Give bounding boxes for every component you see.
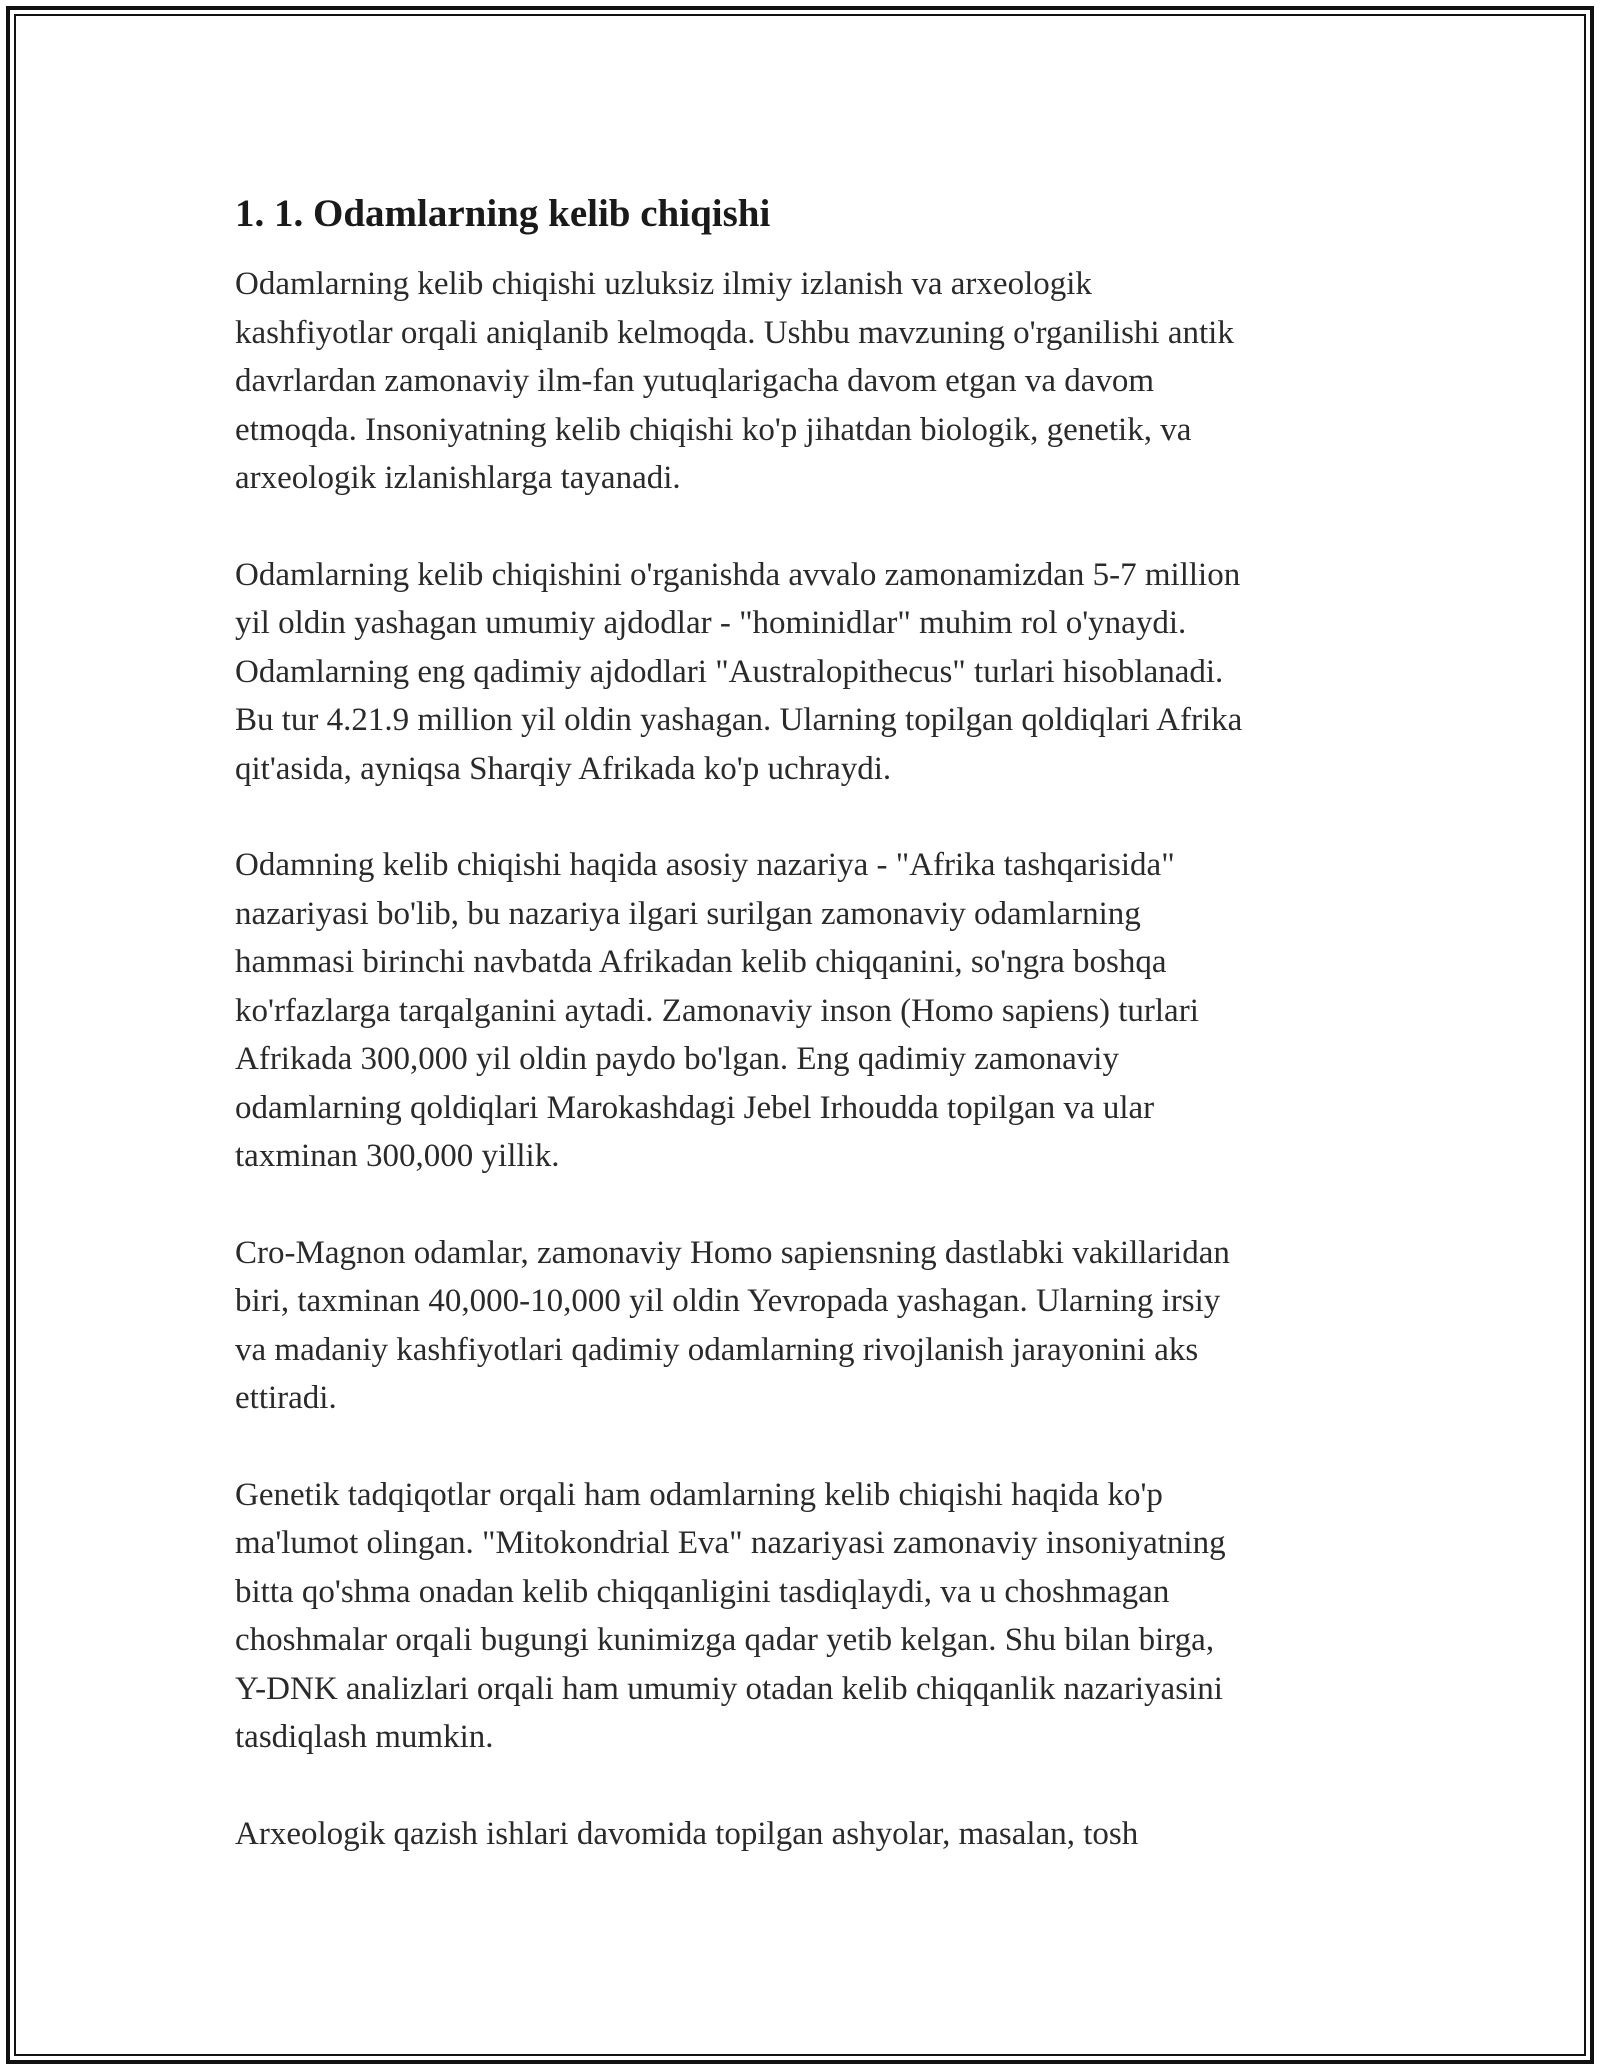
paragraph bbox=[235, 1810, 1375, 1859]
text-line: qit'asida, ayniqsa Sharqiy Afrikada ko'p uchraydi. bbox=[235, 750, 892, 787]
text-line: biri, taxminan 40,000-10,000 yil oldin Yevropada yashagan. Ularning irsiy bbox=[235, 1283, 1221, 1319]
text-line: Afrikada 300,000 yil oldin paydo bo'lgan. Eng qadimiy zamonaviy bbox=[235, 1041, 1119, 1077]
text-line: Y-DNK analizlari orqali ham umumiy otadan kelib chiqqanlik nazariyasini bbox=[235, 1670, 1223, 1707]
text-line: ettiradi. bbox=[235, 1380, 337, 1416]
document-body bbox=[235, 186, 1375, 1906]
paragraph bbox=[235, 1471, 1375, 1762]
text-line: ma'lumot olingan. "Mitokondrial Eva" nazariyasi zamonaviy insoniyatning bbox=[235, 1525, 1226, 1561]
text-line: ko'rfazlarga tarqalganini aytadi. Zamonaviy inson (Homo sapiens) turlari bbox=[235, 992, 1199, 1029]
text-line: bitta qo'shma onadan kelib chiqqanligini tasdiqlaydi, va u choshmagan bbox=[235, 1573, 1170, 1610]
paragraph bbox=[235, 1229, 1375, 1423]
text-line: Genetik tadqiqotlar orqali ham odamlarning kelib chiqishi haqida ko'p bbox=[235, 1476, 1163, 1513]
text-line: kashfiyotlar orqali aniqlanib kelmoqda. Ushbu mavzuning o'rganilishi antik bbox=[235, 314, 1234, 351]
text-line: Arxeologik qazish ishlari davomida topilgan ashyolar, masalan, tosh bbox=[235, 1815, 1139, 1852]
text-line: nazariyasi bo'lib, bu nazariya ilgari surilgan zamonaviy odamlarning bbox=[235, 895, 1141, 932]
paragraph bbox=[235, 260, 1375, 503]
text-line: Odamlarning eng qadimiy ajdodlari "Australopithecus" turlari hisoblanadi. bbox=[235, 653, 1224, 690]
text-line: Cro-Magnon odamlar, zamonaviy Homo sapiensning dastlabki vakillaridan bbox=[235, 1234, 1230, 1271]
text-line: odamlarning qoldiqlari Marokashdagi Jebel Irhoudda topilgan va ular bbox=[235, 1089, 1155, 1126]
text-line: tasdiqlash mumkin. bbox=[235, 1719, 494, 1755]
text-line: va madaniy kashfiyotlari qadimiy odamlarning rivojlanish jarayonini aks bbox=[235, 1331, 1199, 1368]
text-line: Odamlarning kelib chiqishi uzluksiz ilmiy izlanish va arxeologik bbox=[235, 266, 1092, 302]
text-line: hammasi birinchi navbatda Afrikadan kelib chiqqanini, so'ngra boshqa bbox=[235, 944, 1167, 980]
section-heading: 1. 1. Odamlarning kelib chiqishi bbox=[235, 192, 771, 235]
text-line: Odamlarning kelib chiqishini o'rganishda avvalo zamonamizdan 5-7 million bbox=[235, 556, 1241, 593]
paragraph bbox=[235, 551, 1375, 794]
paragraph bbox=[235, 841, 1375, 1181]
text-line: yil oldin yashagan umumiy ajdodlar - "hominidlar" muhim rol o'ynaydi. bbox=[235, 605, 1187, 641]
text-line: davrlardan zamonaviy ilm-fan yutuqlarigacha davom etgan va davom bbox=[235, 363, 1155, 399]
text-line: choshmalar orqali bugungi kunimizga qadar yetib kelgan. Shu bilan birga, bbox=[235, 1622, 1215, 1658]
text-line: etmoqda. Insoniyatning kelib chiqishi ko'p jihatdan biologik, genetik, va bbox=[235, 411, 1192, 448]
text-line: Bu tur 4.21.9 million yil oldin yashagan. Ularning topilgan qoldiqlari Afrika bbox=[235, 702, 1243, 738]
text-line: arxeologik izlanishlarga tayanadi. bbox=[235, 460, 681, 496]
text-line: taxminan 300,000 yillik. bbox=[235, 1138, 560, 1174]
text-line: Odamning kelib chiqishi haqida asosiy nazariya - "Afrika tashqarisida" bbox=[235, 847, 1175, 883]
